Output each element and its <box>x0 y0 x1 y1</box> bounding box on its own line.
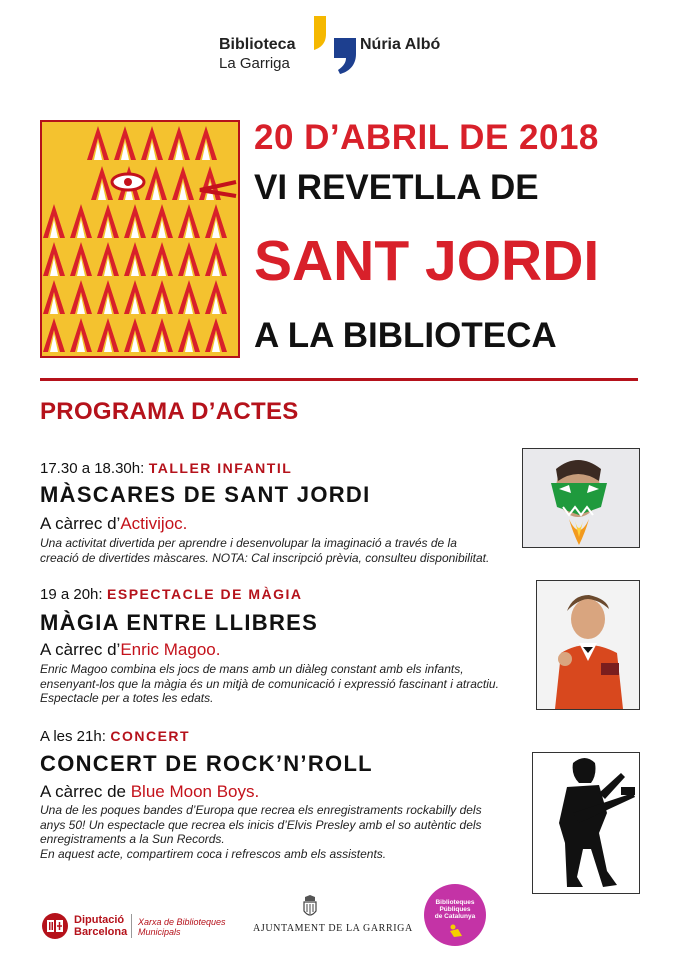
event-tag: CONCERT <box>110 728 191 744</box>
diputacio-line1: Diputació <box>74 914 125 926</box>
mask-workshop-photo <box>522 448 640 548</box>
programa-heading: PROGRAMA D’ACTES <box>40 398 299 425</box>
event-time: 19 a 20h: <box>40 586 103 603</box>
badge-line1: Biblioteques <box>435 899 475 906</box>
byline-org: Enric Magoo. <box>120 640 221 659</box>
desc-line: En aquest acte, compartirem coca i refrescos amb els assistents. <box>40 846 387 861</box>
event-byline <box>40 640 220 660</box>
event-tag: ESPECTACLE DE MÀGIA <box>107 586 303 602</box>
reader-figure-icon <box>448 924 464 938</box>
event-byline <box>40 514 187 534</box>
desc-line: Espectacle per a totes les edats. <box>40 691 214 705</box>
event-byline <box>40 782 259 802</box>
diputacio-name <box>74 914 127 938</box>
event-date: 20 D’ABRIL DE 2018 <box>254 118 599 157</box>
event-3-header <box>40 728 190 746</box>
event-title: MÀGIA ENTRE LLIBRES <box>40 610 319 635</box>
desc-line: creació de divertides màscares. NOTA: Cal inscripció prèvia, consulteu disponibilitat. <box>40 550 490 565</box>
library-name-line1: Biblioteca <box>219 36 296 53</box>
library-town: La Garriga <box>219 55 290 72</box>
desc-line: ensenyant-los que la màgia és un mitjà de comunicació i expressió fascinant i atractiu. <box>40 676 499 691</box>
event-title: MÀSCARES DE SANT JORDI <box>40 482 371 507</box>
byline-prefix: A càrrec de <box>40 782 131 801</box>
diputacio-logo-icon <box>40 912 70 940</box>
footer-separator <box>131 914 132 938</box>
diputacio-line2: Barcelona <box>74 926 128 938</box>
desc-line: Enric Magoo combina els jocs de mans amb un diàleg constant amb els infants, <box>40 662 464 676</box>
magician-photo <box>536 580 640 710</box>
rockabilly-silhouette-photo <box>532 752 640 894</box>
event-tag: TALLER INFANTIL <box>148 460 293 476</box>
dragon-illustration-icon <box>40 120 240 358</box>
title-line-1: VI REVETLLA DE <box>254 168 539 207</box>
event-title: CONCERT DE ROCK’N’ROLL <box>40 751 373 776</box>
ajuntament-label: AJUNTAMENT DE LA GARRIGA <box>253 923 413 934</box>
event-time: A les 21h: <box>40 728 106 745</box>
desc-line: enregistraments a la Sun Records. <box>40 832 225 846</box>
xarxa-label <box>138 917 226 937</box>
xarxa-line2: Municipals <box>138 927 181 937</box>
event-description <box>40 662 520 706</box>
xarxa-line1: Xarxa de Biblioteques <box>138 917 226 927</box>
byline-prefix: A càrrec d’ <box>40 640 121 659</box>
title-sant-jordi: SANT JORDI <box>254 229 600 293</box>
byline-org: Activijoc. <box>120 514 188 533</box>
event-time: 17.30 a 18.30h: <box>40 460 145 477</box>
badge-line3: de Catalunya <box>434 913 476 920</box>
biblioteques-badge-text <box>430 899 480 920</box>
badge-line2: Públiques <box>439 906 471 913</box>
event-description <box>40 803 520 861</box>
library-name: Núria Albó <box>360 36 441 53</box>
library-logo-mark-icon <box>312 14 358 74</box>
desc-line: Una activitat divertida per aprendre i desenvolupar la imaginació a través de la <box>40 536 457 550</box>
event-1-header <box>40 460 292 478</box>
byline-prefix: A càrrec d’ <box>40 514 121 533</box>
town-coat-of-arms-icon <box>302 895 318 919</box>
event-description <box>40 536 520 565</box>
divider <box>40 378 638 381</box>
title-line-3: A LA BIBLIOTECA <box>254 316 557 355</box>
event-2-header <box>40 586 303 604</box>
desc-line: Una de les poques bandes d’Europa que recrea els enregistraments rockabilly dels <box>40 803 482 817</box>
byline-org: Blue Moon Boys. <box>130 782 260 801</box>
desc-line: anys 50! Un espectacle que recrea els inicis d’Elvis Presley amb el so autèntic dels <box>40 817 482 832</box>
